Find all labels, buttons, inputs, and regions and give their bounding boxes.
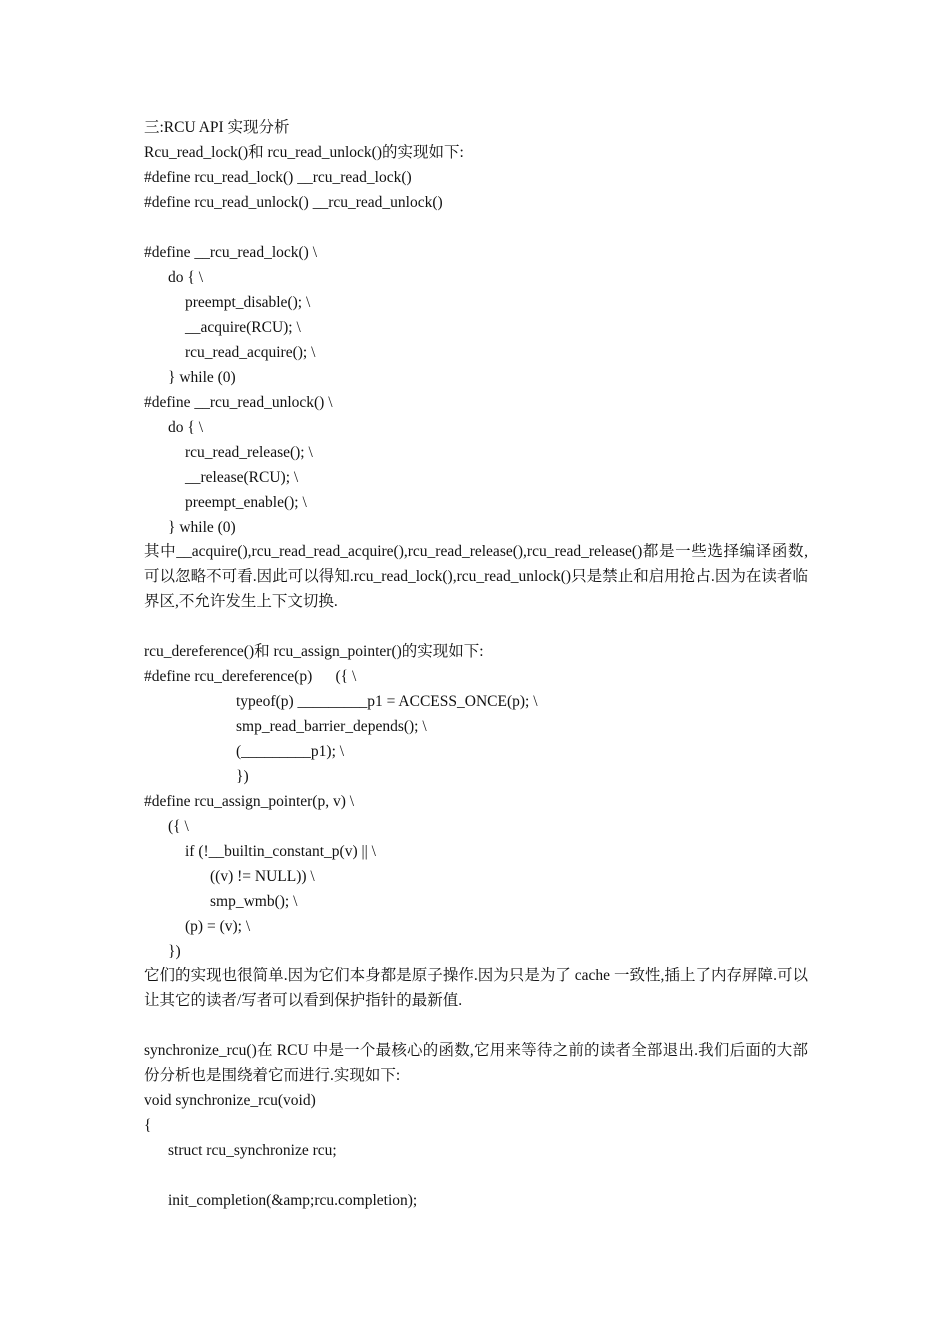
code-line: } while (0) [168,519,236,536]
code-line: #define __rcu_read_unlock() \ [144,394,333,411]
code-line: }) [236,768,249,785]
code-line: init_completion(&amp;rcu.completion); [168,1192,418,1209]
code-line: #define rcu_read_lock() __rcu_read_lock() [144,169,412,186]
text-line: Rcu_read_lock()和 rcu_read_unlock()的实现如下: [144,144,464,161]
code-line: __acquire(RCU); \ [185,319,301,336]
code-line: (p) = (v); \ [185,918,251,935]
section-heading: 三:RCU API 实现分析 [144,119,290,136]
code-line: ({ \ [168,818,189,835]
body-paragraph: synchronize_rcu()在 RCU 中是一个最核心的函数,它用来等待之前的读者全部退出.我们后面的大部份分析也是围绕着它而进行.实现如下: [144,1042,808,1084]
code-line: preempt_disable(); \ [185,294,311,311]
code-line: typeof(p) _________p1 = ACCESS_ONCE(p); \ [236,693,538,710]
body-paragraph: 它们的实现也很简单.因为它们本身都是原子操作.因为只是为了 cache 一致性,插上了内存屏障.可以让其它的读者/写者可以看到保护指针的最新值. [144,967,808,1009]
code-line: (_________p1); \ [236,743,345,760]
code-line: ((v) != NULL)) \ [210,868,315,885]
code-line: #define __rcu_read_lock() \ [144,244,318,261]
code-line: } while (0) [168,369,236,386]
code-line: preempt_enable(); \ [185,494,307,511]
text-line: rcu_dereference()和 rcu_assign_pointer()的实现如下: [144,643,484,660]
code-line: #define rcu_dereference(p) ({ \ [144,668,357,685]
code-line: #define rcu_assign_pointer(p, v) \ [144,793,355,810]
code-line: do { \ [168,419,203,436]
code-line: smp_read_barrier_depends(); \ [236,718,427,735]
code-line: void synchronize_rcu(void) [144,1092,316,1109]
code-line: { [144,1117,152,1134]
code-line: }) [168,943,181,960]
code-line: if (!__builtin_constant_p(v) || \ [185,843,376,860]
code-line: rcu_read_release(); \ [185,444,313,461]
code-line: __release(RCU); \ [185,469,299,486]
code-line: struct rcu_synchronize rcu; [168,1142,337,1159]
body-paragraph: 其中__acquire(),rcu_read_read_acquire(),rcu_read_release(),rcu_read_release()都是一些选择编译函数,可以忽略不可看.因此可以得知.rcu_read_lock(),rcu_read_unlock()只是禁止和启用抢占.因为在读者临界区,不允许发生上下文切换. [144,543,808,610]
code-line: rcu_read_acquire(); \ [185,344,316,361]
code-line: do { \ [168,269,203,286]
code-line: smp_wmb(); \ [210,893,298,910]
code-line: #define rcu_read_unlock() __rcu_read_unlock() [144,194,443,211]
